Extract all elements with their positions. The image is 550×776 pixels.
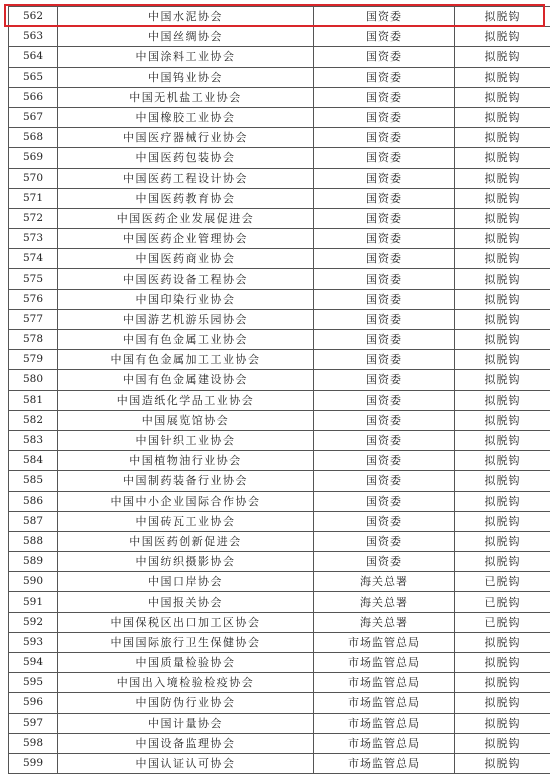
supervising-department: 市场监管总局 xyxy=(314,733,455,753)
supervising-department: 国资委 xyxy=(314,7,455,27)
supervising-department: 国资委 xyxy=(314,67,455,87)
association-name: 中国钨业协会 xyxy=(58,67,314,87)
supervising-department: 国资委 xyxy=(314,552,455,572)
association-name: 中国纺织摄影协会 xyxy=(58,552,314,572)
supervising-department: 国资委 xyxy=(314,107,455,127)
association-name: 中国植物油行业协会 xyxy=(58,451,314,471)
association-name: 中国认证认可协会 xyxy=(58,753,314,773)
row-number: 576 xyxy=(9,289,58,309)
supervising-department: 国资委 xyxy=(314,370,455,390)
decoupling-status: 拟脱钩 xyxy=(455,673,550,693)
association-name: 中国无机盐工业协会 xyxy=(58,87,314,107)
table-row xyxy=(9,229,550,249)
decoupling-status: 拟脱钩 xyxy=(455,733,550,753)
row-number: 596 xyxy=(9,693,58,713)
table-row xyxy=(9,390,550,410)
supervising-department: 市场监管总局 xyxy=(314,753,455,773)
supervising-department: 国资委 xyxy=(314,309,455,329)
row-number: 589 xyxy=(9,552,58,572)
supervising-department: 国资委 xyxy=(314,491,455,511)
decoupling-status: 拟脱钩 xyxy=(455,632,550,652)
association-name: 中国医药企业发展促进会 xyxy=(58,208,314,228)
decoupling-status: 拟脱钩 xyxy=(455,269,550,289)
row-number: 565 xyxy=(9,67,58,87)
association-name: 中国口岸协会 xyxy=(58,572,314,592)
table-row xyxy=(9,47,550,67)
association-name: 中国游艺机游乐园协会 xyxy=(58,309,314,329)
association-table xyxy=(8,6,550,774)
association-name: 中国防伪行业协会 xyxy=(58,693,314,713)
decoupling-status: 拟脱钩 xyxy=(455,27,550,47)
supervising-department: 市场监管总局 xyxy=(314,632,455,652)
supervising-department: 国资委 xyxy=(314,148,455,168)
supervising-department: 国资委 xyxy=(314,87,455,107)
table-row xyxy=(9,330,550,350)
decoupling-status: 拟脱钩 xyxy=(455,430,550,450)
supervising-department: 国资委 xyxy=(314,128,455,148)
row-number: 575 xyxy=(9,269,58,289)
row-number: 592 xyxy=(9,612,58,632)
association-name: 中国展览馆协会 xyxy=(58,410,314,430)
row-number: 574 xyxy=(9,249,58,269)
table-row xyxy=(9,27,550,47)
decoupling-status: 已脱钩 xyxy=(455,592,550,612)
supervising-department: 市场监管总局 xyxy=(314,693,455,713)
table-row xyxy=(9,491,550,511)
decoupling-status: 拟脱钩 xyxy=(455,693,550,713)
decoupling-status: 拟脱钩 xyxy=(455,148,550,168)
row-number: 570 xyxy=(9,168,58,188)
association-name: 中国医药工程设计协会 xyxy=(58,168,314,188)
association-name: 中国质量检验协会 xyxy=(58,653,314,673)
decoupling-status: 拟脱钩 xyxy=(455,471,550,491)
row-number: 598 xyxy=(9,733,58,753)
table-row xyxy=(9,87,550,107)
supervising-department: 国资委 xyxy=(314,531,455,551)
table-row xyxy=(9,673,550,693)
supervising-department: 国资委 xyxy=(314,249,455,269)
supervising-department: 国资委 xyxy=(314,188,455,208)
decoupling-status: 拟脱钩 xyxy=(455,552,550,572)
association-name: 中国砖瓦工业协会 xyxy=(58,511,314,531)
association-name: 中国保税区出口加工区协会 xyxy=(58,612,314,632)
row-number: 586 xyxy=(9,491,58,511)
row-number: 584 xyxy=(9,451,58,471)
row-number: 563 xyxy=(9,27,58,47)
table-row xyxy=(9,370,550,390)
decoupling-status: 拟脱钩 xyxy=(455,410,550,430)
association-name: 中国医疗器械行业协会 xyxy=(58,128,314,148)
table-row xyxy=(9,733,550,753)
table-row xyxy=(9,67,550,87)
table-row xyxy=(9,289,550,309)
association-name: 中国医药教育协会 xyxy=(58,188,314,208)
decoupling-status: 拟脱钩 xyxy=(455,67,550,87)
association-name: 中国水泥协会 xyxy=(58,7,314,27)
association-name: 中国涂料工业协会 xyxy=(58,47,314,67)
row-number: 588 xyxy=(9,531,58,551)
row-number: 582 xyxy=(9,410,58,430)
supervising-department: 国资委 xyxy=(314,410,455,430)
table-row xyxy=(9,632,550,652)
table-row xyxy=(9,552,550,572)
decoupling-status: 已脱钩 xyxy=(455,572,550,592)
table-row xyxy=(9,471,550,491)
table-row xyxy=(9,430,550,450)
decoupling-status: 拟脱钩 xyxy=(455,451,550,471)
row-number: 562 xyxy=(9,7,58,27)
supervising-department: 海关总署 xyxy=(314,612,455,632)
row-number: 569 xyxy=(9,148,58,168)
decoupling-status: 拟脱钩 xyxy=(455,330,550,350)
association-name: 中国医药包装协会 xyxy=(58,148,314,168)
table-row xyxy=(9,107,550,127)
row-number: 579 xyxy=(9,350,58,370)
table-row xyxy=(9,128,550,148)
table-row xyxy=(9,410,550,430)
decoupling-status: 拟脱钩 xyxy=(455,229,550,249)
table-row xyxy=(9,451,550,471)
table-row xyxy=(9,208,550,228)
supervising-department: 国资委 xyxy=(314,27,455,47)
row-number: 597 xyxy=(9,713,58,733)
row-number: 573 xyxy=(9,229,58,249)
table-row xyxy=(9,269,550,289)
decoupling-status: 已脱钩 xyxy=(455,612,550,632)
supervising-department: 国资委 xyxy=(314,330,455,350)
row-number: 595 xyxy=(9,673,58,693)
decoupling-status: 拟脱钩 xyxy=(455,7,550,27)
table-row xyxy=(9,309,550,329)
decoupling-status: 拟脱钩 xyxy=(455,390,550,410)
row-number: 567 xyxy=(9,107,58,127)
table-row xyxy=(9,511,550,531)
table-row xyxy=(9,249,550,269)
decoupling-status: 拟脱钩 xyxy=(455,47,550,67)
supervising-department: 国资委 xyxy=(314,47,455,67)
row-number: 566 xyxy=(9,87,58,107)
supervising-department: 市场监管总局 xyxy=(314,673,455,693)
decoupling-status: 拟脱钩 xyxy=(455,289,550,309)
supervising-department: 市场监管总局 xyxy=(314,713,455,733)
decoupling-status: 拟脱钩 xyxy=(455,249,550,269)
decoupling-status: 拟脱钩 xyxy=(455,653,550,673)
table-row xyxy=(9,350,550,370)
supervising-department: 国资委 xyxy=(314,208,455,228)
row-number: 599 xyxy=(9,753,58,773)
association-name: 中国医药创新促进会 xyxy=(58,531,314,551)
association-name: 中国针织工业协会 xyxy=(58,430,314,450)
association-name: 中国计量协会 xyxy=(58,713,314,733)
association-name: 中国造纸化学品工业协会 xyxy=(58,390,314,410)
association-name: 中国医药企业管理协会 xyxy=(58,229,314,249)
table-row xyxy=(9,753,550,773)
association-name: 中国印染行业协会 xyxy=(58,289,314,309)
row-number: 564 xyxy=(9,47,58,67)
supervising-department: 国资委 xyxy=(314,430,455,450)
row-number: 587 xyxy=(9,511,58,531)
decoupling-status: 拟脱钩 xyxy=(455,87,550,107)
decoupling-status: 拟脱钩 xyxy=(455,511,550,531)
row-number: 572 xyxy=(9,208,58,228)
association-name: 中国国际旅行卫生保健协会 xyxy=(58,632,314,652)
decoupling-status: 拟脱钩 xyxy=(455,753,550,773)
supervising-department: 国资委 xyxy=(314,511,455,531)
supervising-department: 国资委 xyxy=(314,229,455,249)
decoupling-status: 拟脱钩 xyxy=(455,531,550,551)
supervising-department: 国资委 xyxy=(314,269,455,289)
table-row xyxy=(9,7,550,27)
decoupling-status: 拟脱钩 xyxy=(455,107,550,127)
decoupling-status: 拟脱钩 xyxy=(455,188,550,208)
association-name: 中国医药设备工程协会 xyxy=(58,269,314,289)
association-name: 中国丝绸协会 xyxy=(58,27,314,47)
association-name: 中国医药商业协会 xyxy=(58,249,314,269)
decoupling-status: 拟脱钩 xyxy=(455,309,550,329)
row-number: 593 xyxy=(9,632,58,652)
row-number: 568 xyxy=(9,128,58,148)
table-row xyxy=(9,713,550,733)
decoupling-status: 拟脱钩 xyxy=(455,370,550,390)
decoupling-status: 拟脱钩 xyxy=(455,208,550,228)
table-row xyxy=(9,531,550,551)
decoupling-status: 拟脱钩 xyxy=(455,491,550,511)
row-number: 591 xyxy=(9,592,58,612)
association-name: 中国橡胶工业协会 xyxy=(58,107,314,127)
table-row xyxy=(9,592,550,612)
row-number: 580 xyxy=(9,370,58,390)
decoupling-status: 拟脱钩 xyxy=(455,168,550,188)
row-number: 577 xyxy=(9,309,58,329)
supervising-department: 海关总署 xyxy=(314,572,455,592)
association-name: 中国设备监理协会 xyxy=(58,733,314,753)
association-name: 中国制药装备行业协会 xyxy=(58,471,314,491)
row-number: 578 xyxy=(9,330,58,350)
row-number: 583 xyxy=(9,430,58,450)
row-number: 594 xyxy=(9,653,58,673)
table-row xyxy=(9,572,550,592)
row-number: 581 xyxy=(9,390,58,410)
row-number: 590 xyxy=(9,572,58,592)
table-row xyxy=(9,653,550,673)
supervising-department: 国资委 xyxy=(314,350,455,370)
association-name: 中国出入境检验检疫协会 xyxy=(58,673,314,693)
table-row xyxy=(9,148,550,168)
supervising-department: 市场监管总局 xyxy=(314,653,455,673)
supervising-department: 国资委 xyxy=(314,289,455,309)
supervising-department: 国资委 xyxy=(314,471,455,491)
table-row xyxy=(9,693,550,713)
association-name: 中国中小企业国际合作协会 xyxy=(58,491,314,511)
table-row xyxy=(9,612,550,632)
supervising-department: 海关总署 xyxy=(314,592,455,612)
association-name: 中国有色金属建设协会 xyxy=(58,370,314,390)
decoupling-status: 拟脱钩 xyxy=(455,128,550,148)
association-name: 中国有色金属工业协会 xyxy=(58,330,314,350)
association-name: 中国有色金属加工工业协会 xyxy=(58,350,314,370)
decoupling-status: 拟脱钩 xyxy=(455,350,550,370)
association-name: 中国报关协会 xyxy=(58,592,314,612)
row-number: 585 xyxy=(9,471,58,491)
table-row xyxy=(9,188,550,208)
table-row xyxy=(9,168,550,188)
row-number: 571 xyxy=(9,188,58,208)
supervising-department: 国资委 xyxy=(314,168,455,188)
supervising-department: 国资委 xyxy=(314,451,455,471)
decoupling-status: 拟脱钩 xyxy=(455,713,550,733)
supervising-department: 国资委 xyxy=(314,390,455,410)
table-body xyxy=(9,7,550,774)
